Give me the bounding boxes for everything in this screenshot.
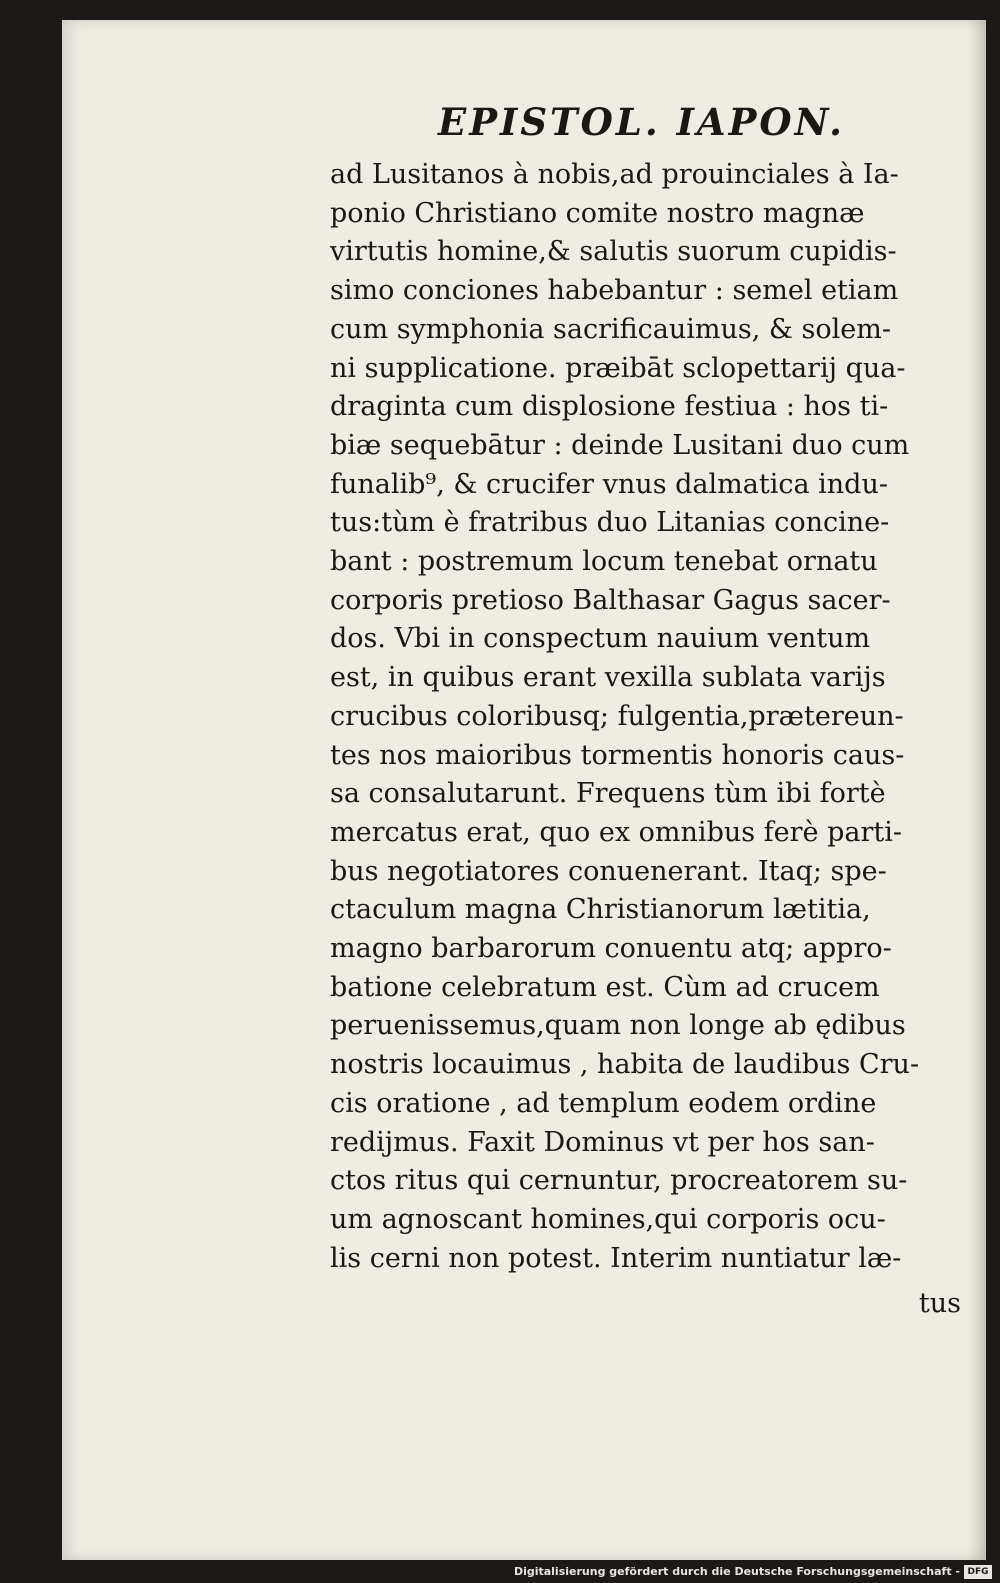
text-line: ad Lusitanos à nobis,ad prouinciales à Ia- [330,159,899,190]
dfg-logo: DFG [964,1565,992,1579]
text-line: ctos ritus qui cernuntur, procreatorem su- [330,1165,908,1197]
text-line: virtutis homine,& salutis suorum cupidis- [330,236,897,268]
text-line: um agnoscant homines,qui corporis ocu- [330,1203,886,1235]
text-line: cis oratione , ad templum eodem ordine [330,1087,877,1119]
text-line: crucibus coloribusq; fulgentia,prætereun- [330,700,904,732]
text-line: dos. Vbi in conspectum nauium ventum [330,623,871,655]
digitization-credit: Digitalisierung gefördert durch die Deutsche Forschungsgemeinschaft - [513,1565,960,1578]
text-line: peruenissemus,quam non longe ab ędibus [330,1010,906,1042]
text-line: lis cerni non potest. Interim nuntiatur læ- [330,1242,902,1274]
text-line: sa consalutarunt. Frequens tùm ibi fortè [330,778,886,810]
body-text [330,156,970,1278]
text-line: bus negotiatores conuenerant. Itaq; spe- [330,855,887,887]
text-line: cum symphonia sacrificauimus, & solem- [330,313,891,345]
text-line: ctaculum magna Christianorum lætitia, [330,894,871,926]
text-line: ponio Christiano comite nostro magnæ [330,197,865,229]
text-line: bant : postremum locum tenebat ornatu [330,546,878,578]
text-line: nostris locauimus , habita de laudibus Cru- [330,1049,920,1081]
text-line: ni supplicatione. præibāt sclopettarij qua- [330,352,906,384]
text-line: biæ sequebātur : deinde Lusitani duo cum [330,429,910,461]
text-line: tes nos maioribus tormentis honoris caus- [330,739,905,771]
text-line: redijmus. Faxit Dominus vt per hos san- [330,1126,875,1158]
text-line: corporis pretioso Balthasar Gagus sacer- [330,584,891,616]
text-line: est, in quibus erant vexilla sublata varijs [330,662,886,694]
text-line: batione celebratum est. Cùm ad crucem [330,971,880,1003]
catchword: tus [918,1288,961,1319]
book-page [62,20,986,1560]
text-line: funalib⁹, & crucifer vnus dalmatica indu- [330,468,888,500]
text-line: simo conciones habebantur : semel etiam [330,275,899,307]
running-header: EPISTOL. IAPON. [438,100,845,144]
text-line: mercatus erat, quo ex omnibus ferè parti- [330,816,903,848]
text-line: tus:tùm è fratribus duo Litanias concine- [330,507,890,539]
text-line: magno barbarorum conuentu atq; appro- [330,933,892,965]
text-line: draginta cum displosione festiua : hos ti- [330,391,889,423]
